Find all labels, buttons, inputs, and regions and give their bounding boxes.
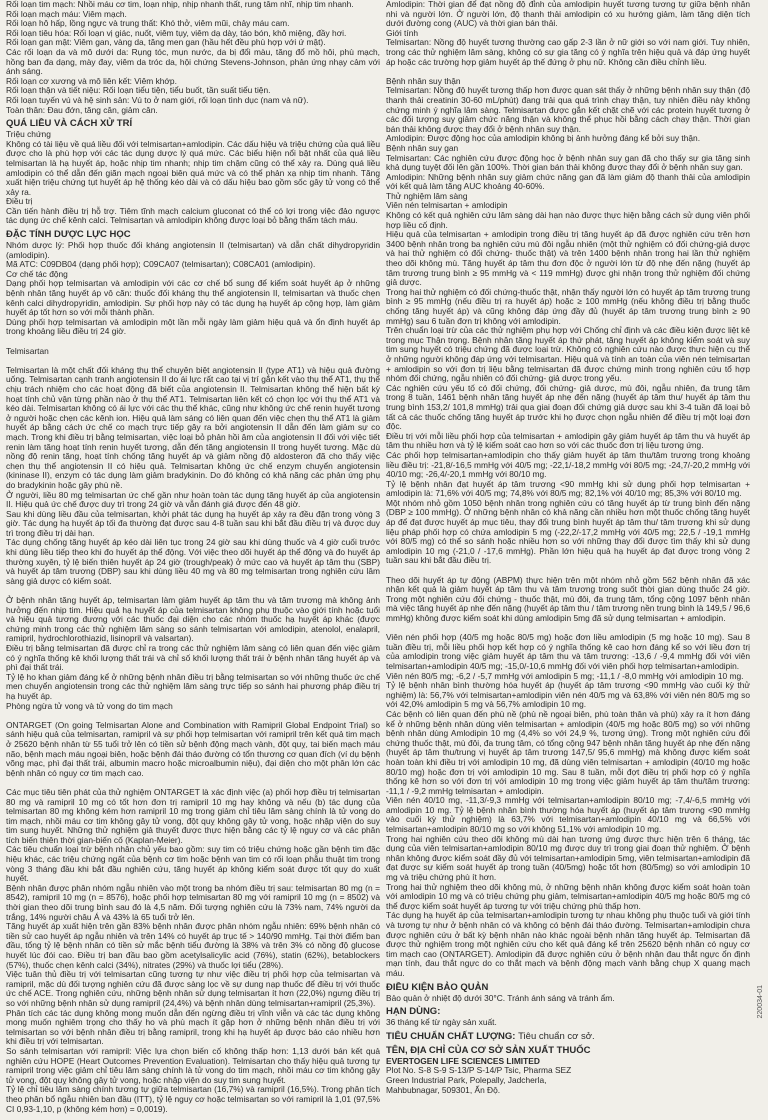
manufacturer-name: EVERTOGEN LIFE SCIENCES LIMITED (386, 1055, 540, 1066)
print-code: 220034-01 (757, 985, 764, 1019)
shelf-life-heading: HẠN DÙNG: (386, 1006, 441, 1018)
left-column (6, 0, 380, 1120)
manufacturer-address: Plot No. S-8 S-9 S-13/P S-14/P Tsic, Pharma SEZ Green Industrial Park, Polepally, Jadcherla, Mahbubnagar, 509301, Ấn Độ. (386, 1065, 572, 1095)
shelf-life-text: 36 tháng kể từ ngày sản xuất. (386, 1017, 497, 1028)
storage-heading: ĐIỀU KIỆN BẢO QUẢN (386, 981, 489, 993)
right-column (386, 0, 753, 1120)
pharmacodynamics-text: Nhóm dược lý: Phối hợp thuốc đối kháng angiotensin II (telmisartan) và dẫn chất dihydropyridin (amlodipin). Mã ATC: C09DB04 (dạng phối hợp); C09CA07 (telmisartan); C08CA01 (amlodipin). Cơ chế tác động Dạng phối hợp telmisartan và amlodipin với các cơ chế bổ sung để kiểm soát huyết áp ở những bệnh nhân tăng huyết áp vô căn: thuốc đối kháng thụ thể angiotensin II, telmisartan và thuốc chẹn kênh calci dihydropyridin, amlodipin. Sự phối hợp này có tác dụng hạ huyết áp cộng hợp, làm giảm huyết áp tốt hơn so với mỗi thành phần. Dùng phối hợp telmisartan và amlodipin một lần mỗi ngày làm giảm hiệu quả và ổn định huyết áp trong khoảng liều điều trị 24 giờ. Telmisartan Telmisartan là một chất đối kháng thụ thể chuyên biệt angiotensin II (type AT1) và hiệu quả đường uống. Telmisartan cạnh tranh angiotensin II do ái lực rất cao tại vị trí gắn kết vào thụ thể AT1, thụ thể chịu trách nhiệm cho các hoạt động đã biết của angiotensin II. Telmisartan không thể hiện bất kỳ hoạt tính chủ vận từng phần nào ở thụ thể AT1. Telmisartan liên kết có chọn lọc với thụ thể AT1 và kéo dài. Telmisartan không có ái lực với các thụ thể khác, cũng như không ức chế renin huyết tương ở người hoặc chẹn các kênh ion. Hiệu quả làm sáng có liên quan đến việc chẹn thụ thể AT1 là giảm huyết áp bằng cách ức chế co mạch trực tiếp gây ra bởi angiotensin II dẫn đến làm giảm sự co mạch. Trong khi điều trị bằng telmisartan, việc loại bỏ phản hồi âm của angiotensin II đối với việc tiết renin làm tăng hoạt tính renin huyết tương, dẫn đến tăng angiotensin II trong huyết tương. Mặc dù nồng độ renin tăng, hoạt tính chống tăng huyết áp và giảm nồng độ aldosteron đã cho thấy việc chẹn thụ thể angiotensin II có hiệu quả. Telmisartan không ức chế enzym chuyển angiotensin (kininase II), enzym có tác dụng làm giảm bradykinin. Do đó không có khả năng các phản ứng phụ do bradykinin hoặc gây phù nề. Ở người, liều 80 mg telmisartan ức chế gần như hoàn toàn tác dụng tăng huyết áp của angiotensin II. Hiệu quả ức chế được duy trì trong 24 giờ và vẫn đánh giá được đến 48 giờ. Sau khi dùng liều đầu của telmisartan, khởi phát tác dụng hạ huyết áp xảy ra đều đặn trong vòng 3 giờ. Tác dụng hạ huyết áp tối đa thường đạt được sau 4-8 tuần sau khi bắt đầu điều trị và được duy trì trong điều trị dài hạn. Tác dụng chống tăng huyết áp kéo dài liên tục trong 24 giờ sau khi dùng thuốc và 4 giờ cuối trước khi dùng liều tiếp theo khi đo huyết áp thể động. Với việc theo dõi huyết áp thể động và đo huyết áp thường xuyên, tỷ lệ biến thiên huyết áp 24 giờ (trough/peak) ở mức cao và huyết áp tâm thu (SBP) và huyết áp tâm trương (DBP) sau khi dùng liều 40 mg và 80 mg telmisartan trong nghiên cứu lâm sàng giả dược có kiểm soát. Ở bệnh nhân tăng huyết áp, telmisartan làm giảm huyết áp tâm thu và tâm trương mà không ảnh hưởng đến nhịp tim. Hiệu quả hạ huyết áp của telmisartan không phụ thuộc vào giới tính hoặc tuổi và hiệu quả tương đương với các thuốc đại diện cho các nhóm thuốc hạ huyết áp khác (được chứng minh trong các thử nghiệm lâm sàng so sánh telmisartan với amlodipin, atenolol, enalapril, ramipril, hydrochlorothiazid, lisinopril và valsartan). Điều trị bằng telmisartan đã được chỉ ra trong các thử nghiệm lâm sàng có liên quan đến việc giảm có ý nghĩa thống kê khối lượng thất trái và chỉ số khối lượng thất trái ở bệnh nhân tăng huyết áp và phì đại thất trái. Tỷ lệ ho khan giảm đáng kể ở những bệnh nhân điều trị bằng telmisartan so với những thuốc ức chế men chuyển angiotensin trong các thử nghiệm lâm sàng trực tiếp so sánh hai phương pháp điều trị hạ huyết áp. Phòng ngừa tử vong và tử vong do tim mạch ONTARGET (On going Telmisartan Alone and Combination with Ramipril Global Endpoint Trial) so sánh hiệu quả của telmisartan, ramipril và sự phối hợp telmisartan với ramipril trên kết quả tim mạch ở 25620 bệnh nhân từ 55 tuổi trở lên có tiền sử bệnh động mạch vành, đột quỵ, tai biến mạch máu não, bệnh mạch máu ngoại biên, hoặc bệnh đái tháo đường có tổn thương cơ quan đích (ví dụ bệnh võng mạc, phì đại thất trái, albumin macro hoặc microalbumin niệu), đại diện cho một phân lớn các bệnh nhân có nguy cơ tim mạch cao. Các mục tiêu tiên phát của thử nghiệm ONTARGET là xác định việc (a) phối hợp điều trị telmisartan 80 mg và ramipril 10 mg có tốt hơn đơn trị ramipril 10 mg hay không và nếu (b) tác dụng của telmisartan 80 mg không kém hơn ramipril 10 mg trong giảm chỉ tiêu lâm sàng chính là tử vong do tim mạch, nhồi máu cơ tim không gây tử vong, đột quỵ không gây tử vong, hoặc nhập viện do suy tim sung huyết. Những thử nghiệm giả thuyết được thực hiện bằng các tỷ lệ nguy cơ và các phân tích biến thiên thời gian-biến cố (Kaplan-Meier). Các tiêu chuẩn loại trừ bệnh nhân chủ yếu bao gồm: suy tim có triệu chứng hoặc gần bệnh tim đặc hiệu khác, các triệu chứng ngất của bệnh cơ tim hoặc bệnh van tim có rối loạn phẫu thuật tim trong vòng 3 tháng đầu khi bắt đầu nghiên cứu, tăng huyết áp không kiểm soát được tốt quy do xuất huyết. Bệnh nhân được phân nhóm ngẫu nhiên vào một trong ba nhóm điều trị sau: telmisartan 80 mg (n = 8542), ramipril 10 mg (n = 8576), hoặc phối hợp telmisartan 80 mg với ramipril 10 mg (n = 8502) và thời gian theo dõi trung bình sau đó là 4,5 năm. Đối tượng nghiên cứu là 73% nam, 74% người da trắng, 14% người châu Á và 43% là 65 tuổi trở lên. Tăng huyết áp xuất hiện trên gần 83% bệnh nhân được phân nhóm ngẫu nhiên: 69% bệnh nhân có tiền sử cao huyết áp ngẫu nhiên và trên 14% có huyết áp trục tế > 140/90 mmHg. Tại thời điểm ban đầu, tổng tỷ lệ bệnh nhân có tiền sử mắc bệnh tiểu đường là 38% và trên 3% có nồng độ glucose huyết lúc đói cao. Điều trị ban đầu bao gồm acetylsalicylic acid (76%), statin (62%), betablockers (57%), thuốc chẹn kênh calci (34%), nitrates (29%) và thuốc lợi tiểu (28%). Việc tuân thủ điều trị với telmisartan cũng tương tự như việc điều trị phối hợp của telmisartan và ramipril, mặc dù đối tượng nghiên cứu đã được sàng lọc về sự dung nạp thuốc để điều trị với thuốc ức chế ACE. Trong nghiên cứu, những bệnh nhân sử dụng telmisartan ít hơn (22,0%) ngưng điều trị so với những bệnh nhân sử dụng ramipril (24,4%) và bệnh nhân dùng telmisartan+ramipril (25,3%). Phân tích các tác dụng không mong muốn dẫn đến ngừng điều trị vĩnh viễn và các tác dụng không mong muốn nghiêm trọng cho thấy ho và phù mạch ít gặp hơn ở những bệnh nhân điều trị với telmisartan so với bệnh nhân điều trị bằng ramipril, trong khi hạ huyết áp được báo cáo nhiều hơn khi điều trị với telmisartan. So sánh telmisartan với ramipril: Việc lựa chọn biến cố không thấp hơn: 1,13 dưới bán kết quả nghiên cứu HOPE (Heart Outcomes Prevention Evaluation). Telmisartan cho thấy hiệu quả tương tự ramipril trong việc giảm chỉ tiêu lâm sàng chính là tử vong do tim mạch, nhồi máu cơ tim không gây tử vong, đột quỵ không gây tử vong, hoặc nhập viện do suy tim sung huyết. Tỷ lệ chỉ tiêu lâm sàng chính tương tự giữa telmisartan (16,7%) và ramipril (16,5%). Trong phân tích theo phân bổ ngẫu nhiên ban đầu (ITT), tỷ lệ nguy cơ hoặc telmisartan so với ramipril là 1,01 (97,5% CI 0,93-1,10, p (không kém hơn) = 0,0019). (6, 240, 380, 1114)
adverse-effects-text: Rối loạn tim mạch: Nhồi máu cơ tim, loạn nhịp, nhịp nhanh thất, rung tâm nhĩ, nhịp tim nhanh. Rối loạn mạch máu: Viêm mạch. Rối loạn hô hấp, lồng ngực và trung thất: Khó thở, viêm mũi, chảy máu cam. Rối loạn tiêu hóa: Rối loạn vị giác, nuốt, viêm tụy, viêm dạ dày, táo bón, khô miệng, đầy hơi. Rối loạn gan mật: Viêm gan, vàng da, tăng men gan (hầu hết đều phù hợp với ứ mật). Các rối loạn da và mô dưới da: Rụng tóc, mụn nước, da bị đổi màu, tăng đổ mồ hôi, phù mạch, hồng ban đa dạng, mày đay, viêm da tróc da, hội chứng Stevens-Johnson, phản ứng nhạy cảm với ánh sáng. Rối loạn cơ xương và mô liên kết: Viêm khớp. Rối loạn thận và tiết niệu: Rối loạn tiểu tiện, tiểu buốt, tần suất tiểu tiện. Rối loạn tuyến vú và hệ sinh sản: Vú to ở nam giới, rối loạn tình dục (nam và nữ). Toàn thân: Đau đớn, tăng cân, giảm cân. (6, 0, 380, 115)
quality-standard-label: TIÊU CHUẨN CHẤT LƯỢNG: (386, 1030, 516, 1042)
pharmacodynamics-heading: ĐẶC TÍNH DƯỢC LỰC HỌC (6, 229, 131, 241)
quality-standard-row (386, 1031, 750, 1042)
overdose-heading: QUÁ LIỀU VÀ CÁCH XỬ TRÍ (6, 118, 133, 130)
quality-standard-value: Tiêu chuẩn cơ sở. (518, 1030, 595, 1042)
manufacturer-heading: TÊN, ĐỊA CHỈ CỦA CƠ SỞ SẢN XUẤT THUỐC (386, 1044, 591, 1056)
pediatric-text: Amlodipin: Thời gian để đạt nồng độ đỉnh của amlodipin huyết tương tương tự giữa bệnh nhân nhi và người lớn. Ở người lớn, độ thanh thải amlodipin có xu hướng giảm, làm tăng diện tích dưới đường cong (AUC) và thời gian bán thải. (386, 0, 753, 29)
overdose-text: Triệu chứng Không có tài liệu về quá liều đối với telmisartan+amlodipin. Các dấu hiệu và triệu chứng của quá liều được cho là phù hợp với các tác dụng dược lý quá mức. Các biểu hiện nổi bật nhất của quá liều telmisartan là hạ huyết áp, hoặc nhịp tim nhanh; nhịp tim chậm cũng có thể xảy ra. Dùng quá liều amlodipin có thể dẫn đến giãn mạch ngoại biên quá mức và có thể phản xạ nhịp tim nhanh. Tăng xuất hiện triệu chứng tụt huyết áp hệ thống kéo dài và có dấu hiệu bao gồm sốc gây tử vong có thể xảy ra. Điều trị Cần tiến hành điều trị hỗ trợ. Tiêm tĩnh mạch calcium gluconat có thể có lợi trong việc đảo ngược tác dụng ức chế kênh calci. Telmisartan và amlodipin không được loại bỏ bằng thẩm tách máu. (6, 129, 380, 226)
clinical-sections-text: Giới tính Telmisartan: Nồng độ huyết tương thường cao gấp 2-3 lần ở nữ giới so với nam giới. Tuy nhiên, trong các thử nghiệm lâm sàng, không có sự gia tăng có ý nghĩa trên hiệu quả và đáp ứng huyết áp hoặc các trường hợp giảm huyết áp thế đứng ở phụ nữ. Không cần điều chỉnh liều. Bệnh nhân suy thận Telmisartan: Nồng độ huyết tương thấp hơn được quan sát thấy ở những bệnh nhân suy thận (độ thanh thải creatinin 30-60 mL/phút) đang trải qua quá trình chạy thận, tuy nhiên điều này không chứng minh ý nghĩa lâm sàng. Telmisartan được gắn kết chặt chẽ với các protein huyết tương ở các đối tượng suy giảm chức năng thận và không thể phục hồi bằng cách chạy thận. Thời gian bán thải không được thay đổi ở bệnh nhân suy thận. Amlodipin: Được động học của amlodipin không bị ảnh hưởng đáng kể bởi suy thận. Bệnh nhân suy gan Telmisartan: Các nghiên cứu được động học ở bệnh nhân suy gan đã cho thấy sự gia tăng sinh khả dụng tuyệt đối lên gần 100%. Thời gian bán thải không được thay đổi ở bệnh nhân suy gan. Amlodipin: Những bệnh nhân suy giảm chức năng gan đã làm giảm độ thanh thải của amlodipin với kết quả làm tăng AUC khoảng 40-60%. Thử nghiệm lâm sàng Viên nén telmisartan + amlodipin Không có kết quả nghiên cứu lâm sàng dài hạn nào được thực hiện bằng cách sử dụng viên phối hợp liều cố định. Hiệu quả của telmisartan + amlodipin trong điều trị tăng huyết áp đã được nghiên cứu trên hơn 3400 bệnh nhân trong ba nghiên cứu mù đôi ngẫu nhiên (một thử nghiệm có đối chứng-giả dược và hai thử nghiệm có đối chứng- thuốc thật) và trên 1400 bệnh nhân trong hai lần thử nghiệm theo dõi không mù. Tăng huyết áp tâm thu đơn độc ở người lớn từ độ nhẹ đến nặng (huyết áp tâm trương trung bình ≥ 95 mmHg và < 119 mmHg) được ghi nhận trong thử nghiệm đối chứng giả dược. Trong hai thử nghiệm có đối chứng-thuốc thật, nhận thấy người lớn có huyết áp tâm trương trung bình ≥ 95 mmHg (nếu điều trị ra huyết áp) hoặc ≥ 100 mmHg (nếu không điều trị bằng thuốc chống tăng huyết áp) và cũng không đáp ứng đầy đủ (huyết áp tâm trương trung bình ≥ 90 mmHg) sau 6 tuần đơn trị không với amlodipin. Trên chuẩn loại trừ của các thử nghiệm phụ hợp với Chống chỉ định và các điều kiện được liệt kê trong mục Thận trọng. Bệnh nhân tăng huyết áp thứ phát, tăng huyết áp không kiểm soát và suy tim sung huyết có triệu chứng đã được loại trừ. Không có nghiên cứu nào được thực hiện cụ thể ở những người không đáp ứng với telmisartan. Hiệu quả và tính an toàn của viên nén telmisartan + amlodipin so với đơn trị liệu bằng telmisartan đã được chứng minh trong nghiên cứu tổ hợp nhóm đối chứng, ngẫu nhiên có đối chứng- giả dược trong yếu. Các nghiên cứu yếu tố có đối chứng, đối chứng- giả dược, mù đôi, ngẫu nhiên, đa trung tâm trong 8 tuần, 1461 bệnh nhân tăng huyết áp nhẹ đến nặng (huyết áp tâm thu/ huyết áp tâm thu trung bình 153,2/ 101,8 mmHg) trải qua giai đoạn đối chứng giả dược sau khi 3-4 tuần đã loại bỏ tất cả các thuốc chống tăng huyết áp trước khi họ được chọn ngẫu nhiên để điều trị một loại đơn độc. Điều trị với mỗi liều phối hợp của telmisartan + amlodipin gây giảm huyết áp tâm thu và huyết áp tâm thu nhiều hơn và tỷ lệ kiểm soát cao hơn so với các thuốc đơn trị liệu tương ứng. Các phối hợp telmisartan+amlodipin cho thấy giảm huyết áp tâm thu/tâm trương trong khoảng liều điều trị: -21,8/-16,5 mmHg với 40/5 mg; -22,1/-18,2 mmHg với 80/5 mg; -24,7/-20,2 mmHg với 40/10 mg; -26,4/-20,1 mmHg với 80/10 mg. Tỷ lệ bệnh nhân đạt huyết áp tâm trương <90 mmHg khi sử dụng phối hợp telmisartan + amlodipin là: 71,6% với 40/5 mg; 74,8% với 80/5 mg; 82,1% với 40/10 mg; 85,3% với 80/10 mg. Một nhóm nhỏ gồm 1050 bệnh nhân trong nghiên cứu có tăng huyết áp từ trung bình đến nặng (DBP ≥ 100 mmHg). Ở những bệnh nhân có khả năng cần nhiều hơn một thuốc chống tăng huyết áp để đạt được huyết áp mục tiêu, thay đổi trung bình huyết áp tâm thu/ tâm trương khi sử dụng liệu pháp phối hợp có chứa amlodipin 5 mg (-22,2/-17,2 mmHg với 40/5 mg; 22,5 / -19,1 mmHg với 80/5 mg) có thể so sánh hoặc nhiều hơn so với những thay đổi được tìm thấy khi sử dụng amlodipin 10 mg (-21,0 / -17,6 mmHg). Phần lớn hiệu quả hạ huyết áp đạt được trong vòng 2 tuần sau khi bắt đầu điều trị. Theo dõi huyết áp tự động (ABPM) thực hiện trên một nhóm nhỏ gồm 562 bệnh nhân đã xác nhận kết quả là giảm huyết áp tâm thu và tâm trương trong suốt thời gian dùng thuốc 24 giờ. Trong một nghiên cứu đối chứng - thuốc thật, mù đôi, đa trung tâm, tổng cộng 1097 bệnh nhân mà việc tăng huyết áp nhẹ đến nặng (huyết áp tâm thu / tâm trương nền trung bình là 149,5 / 96,6 mmHg) không được kiểm soát khi dùng amlodipin 5mg đã sử dụng telmisartan + amlodipin. Viên nén phối hợp (40/5 mg hoặc 80/5 mg) hoặc đơn liều amlodipin (5 mg hoặc 10 mg). Sau 8 tuần điều trị, mỗi liều phối hợp kết hợp có ý nghĩa thống kê cao hơn đáng kể so với liều đơn trị của amlodipin trong việc giảm huyết áp tâm thu và tâm trương: -13,6 / -9,4 mmHg đối với viên telmisartan+amlodipin 40/5 mg; -15,0/-10,6 mmHg đối với viên phối hợp telmisartan+amlodipin. Viên nén 80/5 mg; -6,2 / -5,7 mmHg với amlodipin 5 mg; -11,1 / -8,0 mmHg với amlodipin 10 mg. Tỷ lệ bệnh nhân bình thường hóa huyết áp (huyết áp tâm trương <90 mmHg vào cuối kỳ thử nghiệm) là: 56,7% với telmisartan+amlodipin viên nén 40/5 mg và 63,8% với viên nén 80/5 mg so với 42,0% amlodipin 5 mg và 56,7% amlodipin 10 mg. Các bệnh có liên quan đến phù nề (phù nề ngoại biên, phù toàn thân và phù) xảy ra ít hơn đáng kể ở những bệnh nhân dùng viên telmisartan + amlodipin (40/5 mg hoặc 80/5 mg) so với những bệnh nhân dùng Amlodipin 10 mg (4,4% so với 24,9 %, tương ứng). Trong một nghiên cứu đối chứng thuốc thật, mù đôi, đa trung tâm, có tổng cộng 947 bệnh nhân tăng huyết áp nhẹ đến nặng (huyết áp tâm thu/trung vị huyết áp tâm trương 147,5/ 95,6 mmHg) mà không được kiểm soát hoàn toàn khi điều trị với amlodipin 10 mg, đã dùng viên telmisartan + amlodipin (40/10 mg hoặc 80/10 mg) hoặc đơn trị với amlodipin 10 mg. Sau 8 tuần, mỗi đợt điều trị phối hợp có ý nghĩa thống kê hơn so với đơn trị với amlodipin 10 mg trong việc giảm huyết áp tâm thu/tâm trương: -11,1 / -9,2 mmHg telmisartan + amlodipin. Viên nén 40/10 mg, -11,3/-9,3 mmHg với telmisartan+amlodipin 80/10 mg; -7,4/-6,5 mmHg với amlodipin 10 mg. Tỷ lệ bệnh nhân bình thường hóa huyết áp (huyết áp tâm trương <90 mmHg vào cuối kỳ thử nghiệm) là 63,7% với telmisartan+amlodipin 40/10 mg và 66,5% với telmisartan+amlodipin 80/10 mg so với không 51,1% với amlodipin 10 mg. Trong hai nghiên cứu theo dõi không mù dài hạn tương ứng được thực hiện trên 6 tháng, tác dụng của viên telmisartan+amlodipin 80/10 mg được duy trì trong giai đoạn thử nghiệm. Ở bệnh nhân không được kiểm soát đầy đủ với telmisartan+amlodipin 5mg, viên telmisartan+amlodipin đã đạt được sự kiểm soát huyết áp trong tuần (40/5mg) hoặc tốt hơn (80/5mg) so với amlodipin 10 mg và triệu chứng phù ít hơn. Trong hai thử nghiệm theo dõi không mù, ở những bệnh nhân không được kiểm soát hoàn toàn với amlodipin 10 mg và có triệu chứng phụ giảm, telmisartan+amlodipin 40/5 mg hoặc 80/5 mg có thể được kiểm soát huyết áp tương tự với triệu chứng phù thấp hơn. Tác dụng hạ huyết áp của telmisartan+amlodipin tương tự nhau không phụ thuộc tuổi và giới tính và tương tự như ở bệnh nhân có và không có bệnh đái tháo đường. Telmisartan+amlodipin chưa được nghiên cứu ở bất kỳ bệnh nhân nào khác ngoài bệnh nhân tăng huyết áp. Telmisartan đã được thử nghiệm trong một nghiên cứu cho kết quả đáng kể trên 25620 bệnh nhân có nguy cơ tim mạch cao (ONTARGET). Amlodipin đã được nghiên cứu ở bệnh nhân đau thắt ngực ổn định mạn tính, đau thắt ngực do co thắt mạch và bệnh động mạch vành bằng chụp X quang mạch máu. (386, 27, 750, 978)
storage-text: Bảo quản ở nhiệt độ dưới 30°C. Tránh ánh sáng và tránh ẩm. (386, 992, 615, 1003)
